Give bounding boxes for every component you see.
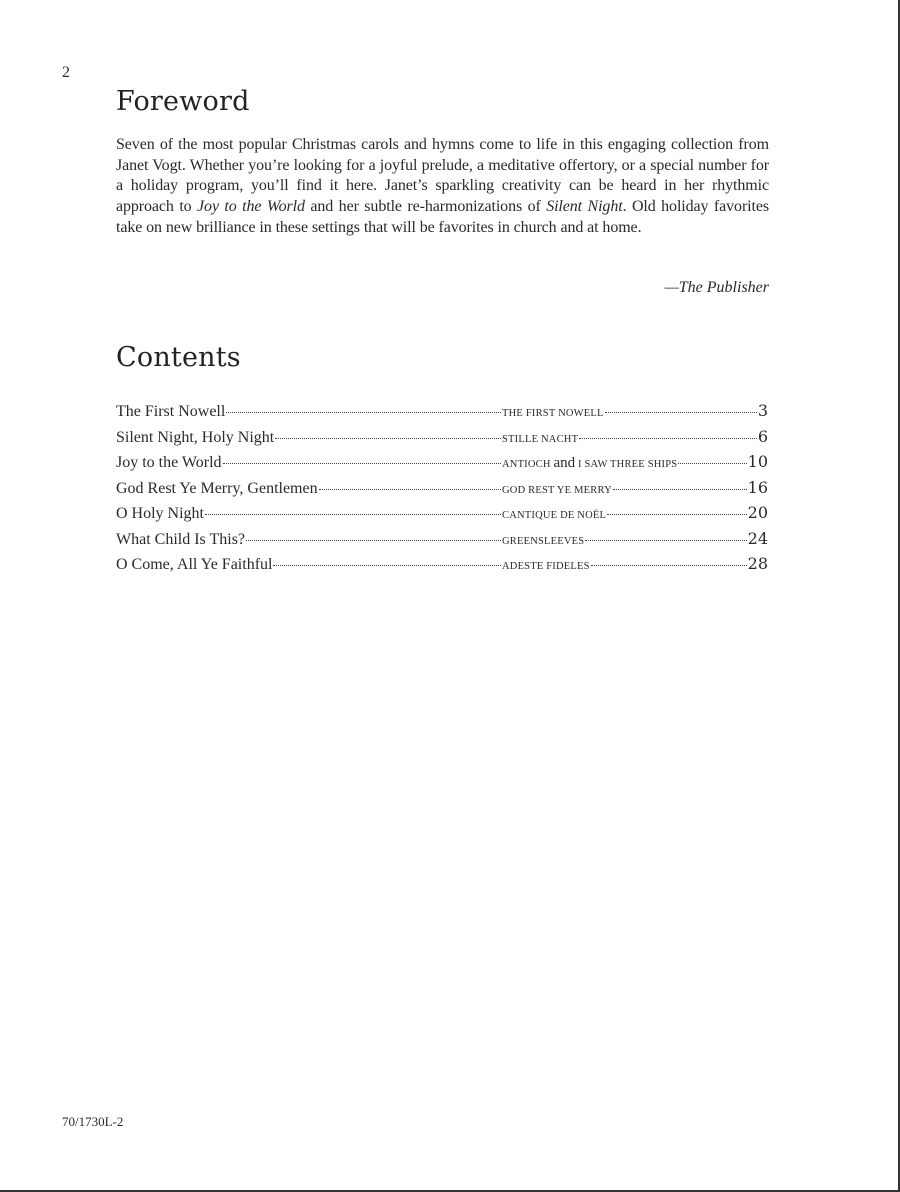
- toc-tune-name: ADESTE FIDELES: [502, 561, 590, 572]
- page-number: 2: [62, 64, 70, 81]
- toc-page-number: 6: [757, 426, 768, 446]
- toc-title: What Child Is This?: [116, 530, 246, 548]
- dot-leader: [613, 489, 747, 490]
- toc-page-number: 28: [747, 554, 768, 573]
- dot-leader: [273, 565, 501, 566]
- toc-title: Joy to the World: [116, 454, 222, 471]
- foreword-signature: —The Publisher: [664, 279, 769, 296]
- foreword-text-part-3: . Old holiday favorites take on new brilliance in these settings that will be favorites in church and at home.: [116, 198, 769, 236]
- italic-title-silent-night: Silent Night: [546, 198, 623, 216]
- italic-title-joy-to-the-world: Joy to the World: [197, 198, 305, 216]
- toc-entry-o-come-all-ye-faithful[interactable]: [116, 551, 768, 577]
- dot-leader: [223, 463, 501, 464]
- toc-title: God Rest Ye Merry, Gentlemen: [116, 479, 318, 497]
- toc-page-number: 10: [747, 452, 768, 471]
- toc-entry-o-holy-night[interactable]: [116, 500, 768, 526]
- toc-entry-what-child-is-this[interactable]: [116, 526, 768, 552]
- dot-leader: [591, 565, 747, 566]
- toc-tune-name-2: I SAW THREE SHIPS: [577, 459, 678, 470]
- toc-page-number: 24: [747, 528, 768, 548]
- dot-leader: [275, 438, 501, 439]
- foreword-title: Foreword: [116, 86, 250, 117]
- toc-entry-silent-night[interactable]: [116, 424, 768, 450]
- dot-leader: [579, 438, 757, 439]
- toc-entry-joy-to-the-world[interactable]: [116, 449, 768, 475]
- contents-title: Contents: [116, 342, 241, 373]
- toc-page-number: 3: [757, 401, 768, 420]
- foreword-text-part-1: Seven of the most popular Christmas carols and hymns come to life in this engaging collection from Janet Vogt. Whether you’re looking for a joyful prelude, a meditative offertory, or a special number for a holiday program, you’ll find it here. Janet’s sparkling creativity can be heard in her rhythmic approach to: [116, 136, 769, 216]
- toc-tune-name: GOD REST YE MERRY: [502, 484, 612, 496]
- dot-leader: [605, 412, 757, 413]
- toc-tune-name: CANTIQUE DE NOËL: [502, 510, 607, 521]
- toc-title: O Come, All Ye Faithful: [116, 556, 273, 573]
- toc-tune-name: GREENSLEEVES: [502, 535, 585, 547]
- toc-entry-the-first-nowell[interactable]: [116, 398, 768, 424]
- toc-page-number: 16: [747, 477, 768, 497]
- dot-leader: [678, 463, 746, 464]
- dot-leader: [246, 540, 501, 541]
- toc-page-number: 20: [747, 503, 768, 522]
- toc-entry-god-rest-ye-merry[interactable]: [116, 475, 768, 501]
- dot-leader: [585, 540, 746, 541]
- toc-tune-name: STILLE NACHT: [502, 433, 579, 445]
- toc-title: Silent Night, Holy Night: [116, 428, 275, 446]
- dot-leader: [319, 489, 501, 490]
- toc-title: O Holy Night: [116, 505, 204, 522]
- toc-tune-conjunction: and: [553, 455, 576, 471]
- toc-tune-name: THE FIRST NOWELL: [502, 408, 604, 419]
- contents-list: [116, 398, 768, 577]
- dot-leader: [607, 514, 747, 515]
- dot-leader: [226, 412, 501, 413]
- catalog-code: 70/1730L-2: [62, 1114, 124, 1129]
- foreword-paragraph: [116, 135, 769, 239]
- foreword-text-part-2: and her subtle re-harmonizations of: [304, 198, 547, 216]
- dot-leader: [205, 514, 501, 515]
- toc-title: The First Nowell: [116, 403, 226, 420]
- toc-tune-name-1: ANTIOCH: [502, 459, 551, 470]
